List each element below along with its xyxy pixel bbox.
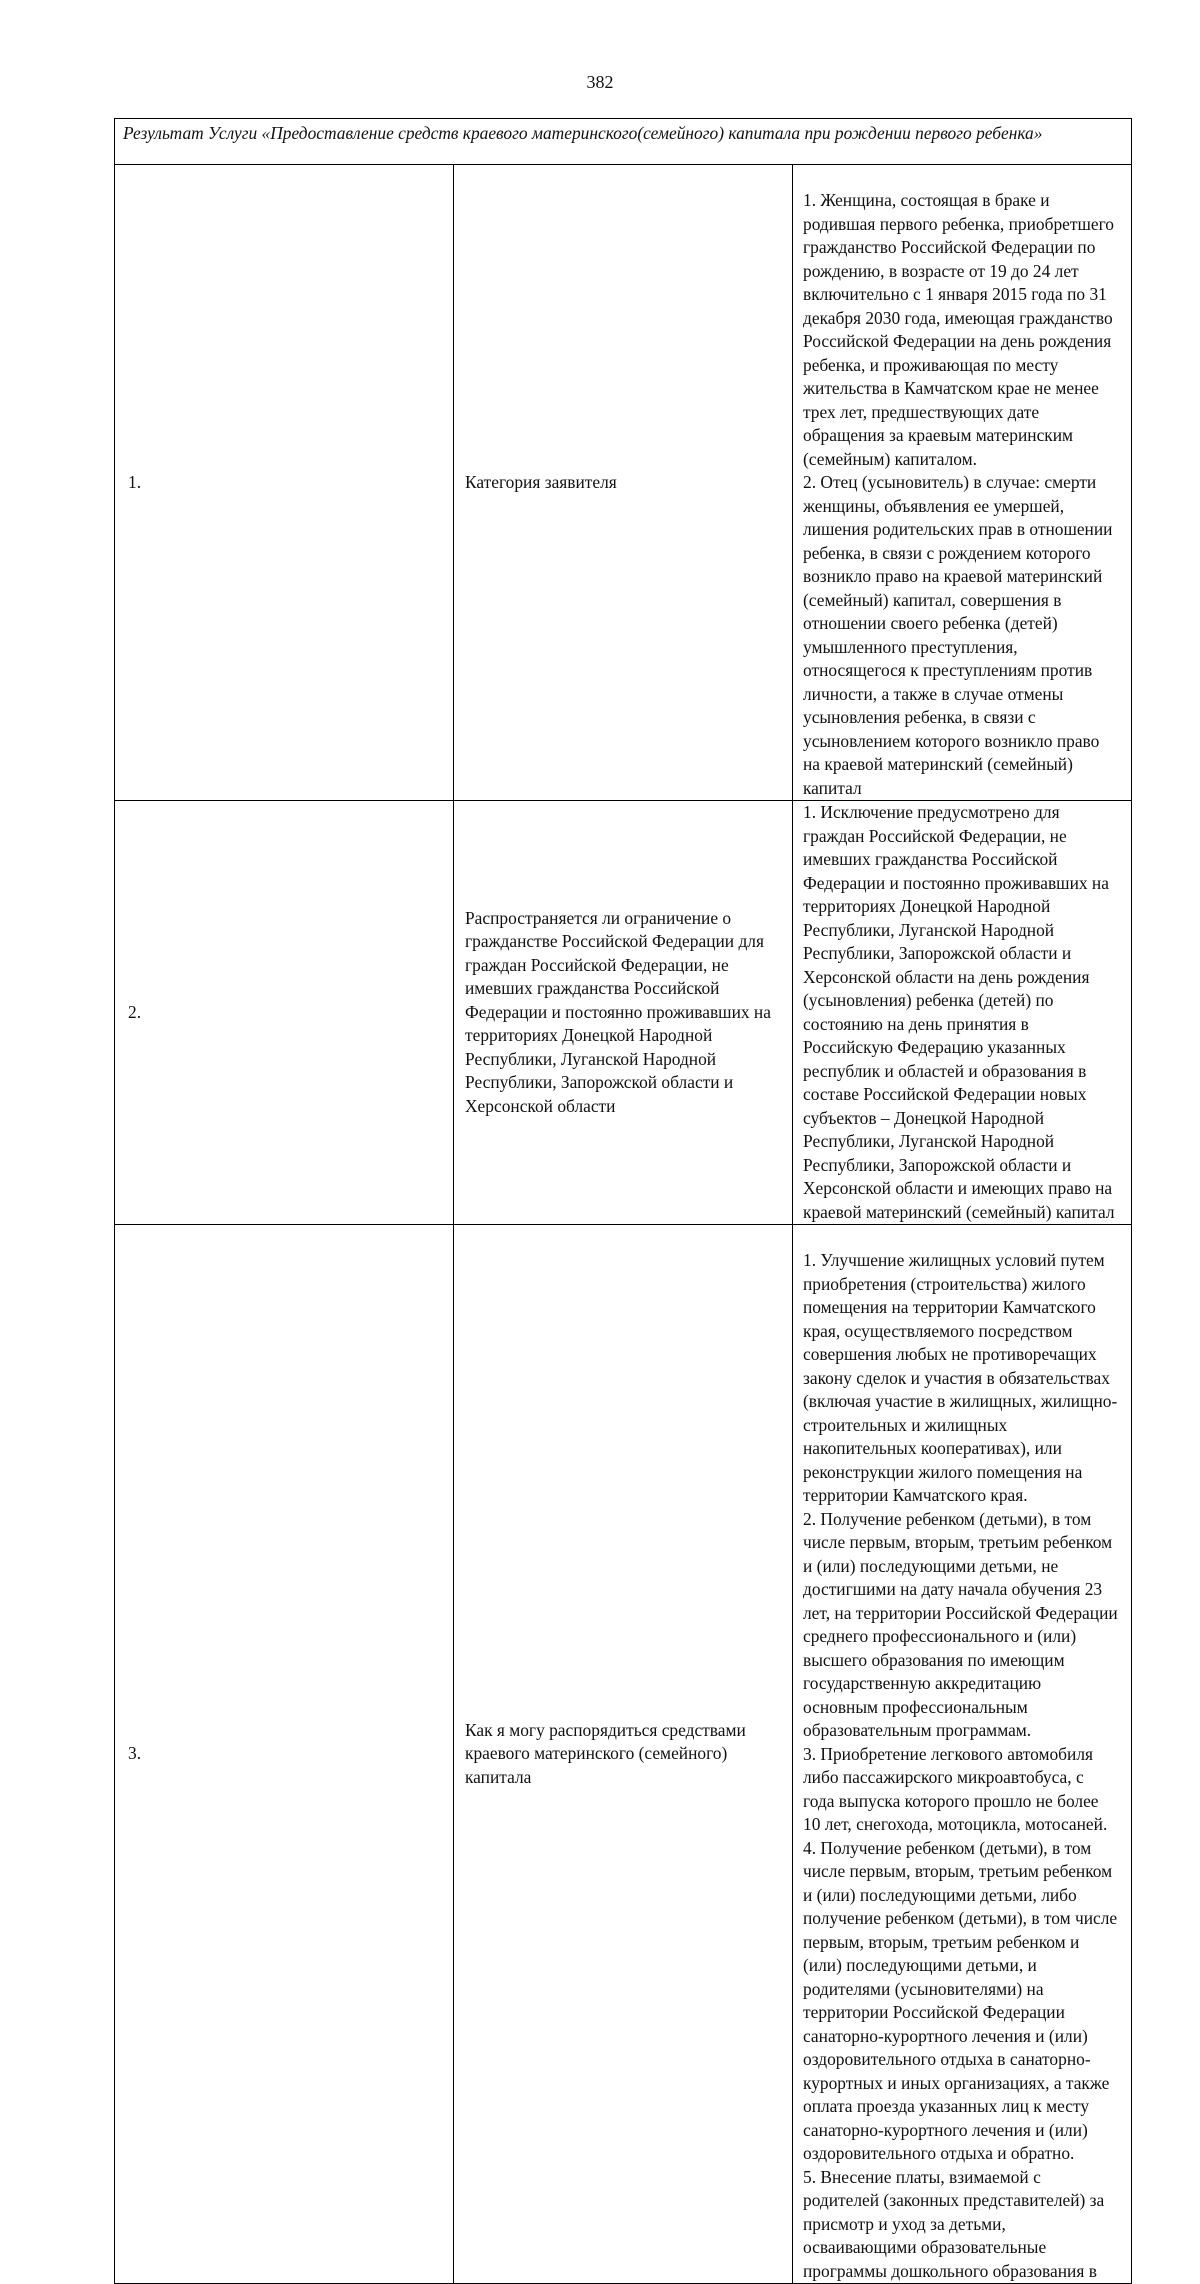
row-question: Распространяется ли ограничение о гражданстве Российской Федерации для граждан Российской Федерации, не имевших гражданства Российской Федерации и постоянно проживавших на территориях Донецкой Народной Республики, Луганской Народной Республики, Запорожской области и Херсонской области xyxy=(454,801,793,1225)
table-row xyxy=(115,1225,1132,2284)
row-number: 2. xyxy=(115,801,454,1225)
row-question: Категория заявителя xyxy=(454,165,793,801)
row-answer: 1. Исключение предусмотрено для граждан Российской Федерации, не имевших гражданства Российской Федерации и постоянно проживавших на территориях Донецкой Народной Республики, Луганской Народной Республики, Запорожской области и Херсонской области на день рождения (усыновления) ребенка (детей) по состоянию на день принятия в Российскую Федерацию указанных республик и областей и образования в составе Российской Федерации новых субъектов – Донецкой Народной Республики, Луганской Народной Республики, Запорожской области и Херсонской области и имеющих право на краевой материнский (семейный) капитал xyxy=(793,801,1132,1225)
page-number: 382 xyxy=(586,72,614,92)
row-number: 1. xyxy=(115,165,454,801)
table-caption: Результат Услуги «Предоставление средств краевого материнского(семейного) капитала при рождении первого ребенка» xyxy=(115,119,1132,165)
row-number: 3. xyxy=(115,1225,454,2284)
row-answer: 1. Улучшение жилищных условий путем приобретения (строительства) жилого помещения на территории Камчатского края, осуществляемого посредством совершения любых не противоречащих закону сделок и участия в обязательствах (включая участие в жилищных, жилищно-строительных и жилищных накопительных кооперативах), или реконструкции жилого помещения на территории Камчатского края. 2. Получение ребенком (детьми), в том числе первым, вторым, третьим ребенком и (или) последующими детьми, не достигшими на дату начала обучения 23 лет, на территории Российской Федерации среднего профессионального и (или) высшего образования по имеющим государственную аккредитацию основным профессиональным образовательным программам. 3. Приобретение легкового автомобиля либо пассажирского микроавтобуса, с года выпуска которого прошло не более 10 лет, снегохода, мотоцикла, мотосаней. 4. Получение ребенком (детьми), в том числе первым, вторым, третьим ребенком и (или) последующими детьми, либо получение ребенком (детьми), в том числе первым, вторым, третьим ребенком и (или) последующими детьми, и родителями (усыновителями) на территории Российской Федерации санаторно-курортного лечения и (или) оздоровительного отдыха в санаторно-курортных и иных организациях, а также оплата проезда указанных лиц к месту санаторно-курортного лечения и (или) оздоровительного отдыха и обратно. 5. Внесение платы, взимаемой с родителей (законных представителей) за присмотр и уход за детьми, осваивающими образовательные программы дошкольного образования в xyxy=(793,1225,1132,2284)
service-info-table xyxy=(114,118,1132,2284)
table-row xyxy=(115,801,1132,1225)
table-row xyxy=(115,165,1132,801)
row-question: Как я могу распорядиться средствами краевого материнского (семейного) капитала xyxy=(454,1225,793,2284)
table-caption-row xyxy=(115,119,1132,165)
row-answer: 1. Женщина, состоящая в браке и родившая первого ребенка, приобретшего гражданство Российской Федерации по рождению, в возрасте от 19 до 24 лет включительно с 1 января 2015 года по 31 декабря 2030 года, имеющая гражданство Российской Федерации на день рождения ребенка, и проживающая по месту жительства в Камчатском крае не менее трех лет, предшествующих дате обращения за краевым материнским (семейным) капиталом. 2. Отец (усыновитель) в случае: смерти женщины, объявления ее умершей, лишения родительских прав в отношении ребенка, в связи с рождением которого возникло право на краевой материнский (семейный) капитал, совершения в отношении своего ребенка (детей) умышленного преступления, относящегося к преступлениям против личности, а также в случае отмены усыновления ребенка, в связи с усыновлением которого возникло право на краевой материнский (семейный) капитал xyxy=(793,165,1132,801)
